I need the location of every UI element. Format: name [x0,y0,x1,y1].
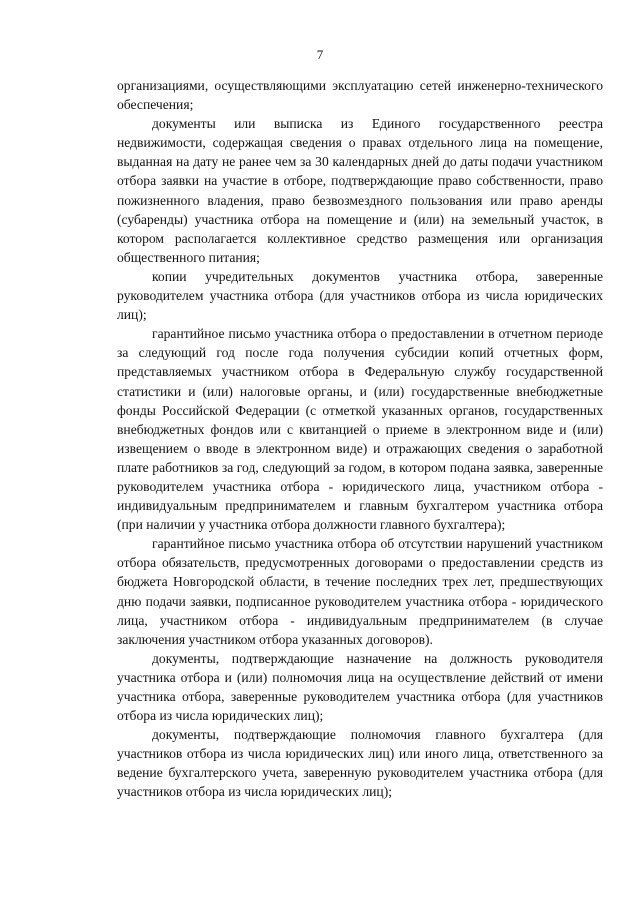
paragraph-director-authority: документы, подтверждающие назначение на должность руководителя участника отбора и (или) полномочия лица на осуществление действий от имени участника отбора, заверенные руководителем участника отбора (для участников отбора из числа юридических лиц); [117,650,603,724]
paragraph-accountant-authority: документы, подтверждающие полномочия главного бухгалтера (для участников отбора из числа юридических лиц) или иного лица, ответственного за ведение бухгалтерского учета, заверенную руководителем участника отбора (для участников отбора из числа юридических лиц); [117,727,603,800]
page-number: 7 [316,47,324,62]
paragraph-property-documents: документы или выписка из Единого государственного реестра недвижимости, содержащая сведения о правах отдельного лица на помещение, выданная на дату не ранее чем за 30 календарных дней до даты подачи участником отбора заявки на участие в отборе, подтверждающие право собственности, право пожизненного владения, право безвозмездного пользования или право аренды (субаренды) участника отбора на помещение и (или) на земельный участок, в котором располагается коллективное средство размещения или организация общественного питания; [117,116,603,265]
paragraph-founding-documents: копии учредительных документов участника отбора, заверенные руководителем участника отбора (для участников отбора из числа юридических лиц); [117,268,603,323]
paragraph-guarantee-reporting: гарантийное письмо участника отбора о предоставлении в отчетном периоде за следующий год после года получения субсидии копий отчетных форм, представляемых участником отбора в Федеральную службу государственной статистики и (или) налоговые органы, и (или) государственные внебюджетные фонды Российской Федерации (с отметкой указанных органов, государственных внебюджетных фондов или с квитанцией о приеме в электронном виде и (или) извещением о вводе в электронном виде) и отражающих сведения о заработной плате работников за год, следующий за годом, в котором подана заявка, заверенные руководителем участника отбора - юридического лица, участником отбора - индивидуальным предпринимателем и главным бухгалтером участника отбора (при наличии у участника отбора должности главного бухгалтера); [117,326,603,533]
paragraph-continuation: организациями, осуществляющими эксплуатацию сетей инженерно-технического обеспечения; [117,78,603,113]
document-body [117,76,603,802]
paragraph-guarantee-no-violations: гарантийное письмо участника отбора об отсутствии нарушений участником отбора обязательств, предусмотренных договорами о предоставлении средств из бюджета Новгородской области, в течение последних трех лет, предшествующих дню подачи заявки, подписанное руководителем участника отбора - юридического лица, участником отбора - индивидуальным предпринимателем (в случае заключения участником отбора указанных договоров). [117,536,603,647]
